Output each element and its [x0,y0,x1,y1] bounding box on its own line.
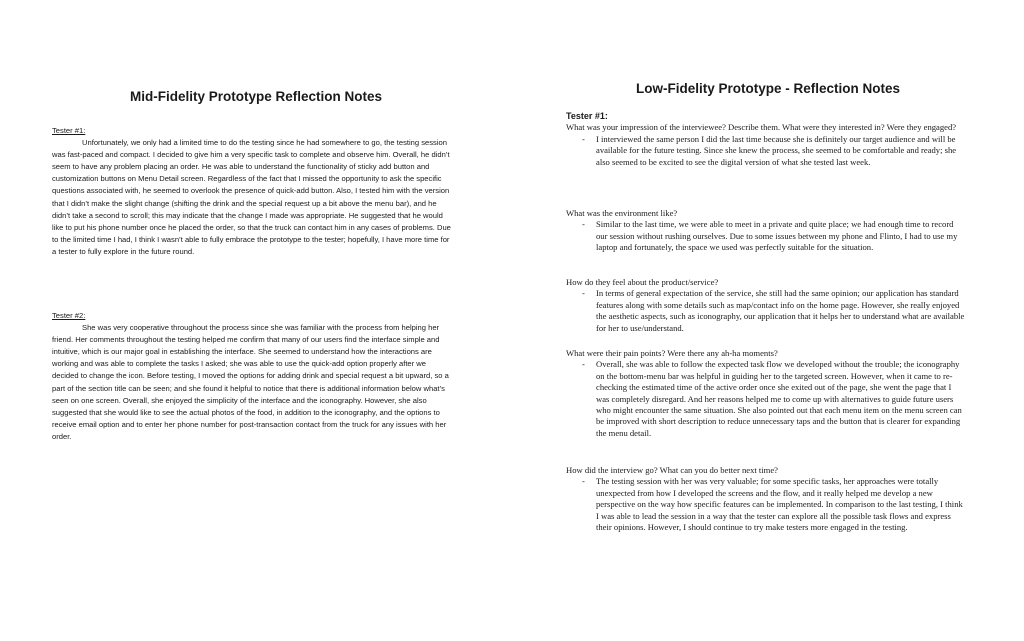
tester-notes: Unfortunately, we only had a limited time to do the testing since he had somewhere to go, the testing session was fast-paced and compact. I decided to give him a very specific task to complete and observe him. Overall, he didn’t seem to have any problem placing an order. He was able to understand the functionality of sticky add button and customization buttons on Menu Detail screen. Regardless of the fact that I missed the opportunity to ask the specific questions associated with, he seemed to overlook the presence of quick-add button. Also, I tested him with the version that I didn’t make the slight change (shifting the drink and the special request up a bit above the menu bar), and he didn’t take a second to scroll; this may indicate that the change I made was appropriate. He suggested that he would like to put his phone number once he placed the order, so that the truck can contact him in any cases of problems. Due to the limited time I had, I think I wasn’t able to fully embrace the prototype to the tester; hopefully, I have more time for a tester to fully explore in the future round. [52,138,451,256]
tester-label: Tester #1: [52,126,86,135]
bullet: - [582,288,585,299]
low-fidelity-page [512,0,1024,641]
page-title: Low-Fidelity Prototype - Reflection Notes [635,81,900,96]
qa-pain-points [566,348,966,439]
bullet: - [582,476,585,487]
bullet: - [582,219,585,230]
page-title: Mid-Fidelity Prototype Reflection Notes [129,89,383,104]
answer [582,219,966,253]
answer-text: The testing session with her was very valuable; for some specific tasks, her approaches were totally unexpected from how I developed the screens and the flow, and it really helped me develop a new perspective on the way how specific features can be implemented. In comparison to the last testing, I think I was able to lead the session in a way that the tester can explore all the possible task flows and express their opinions. However, I should continue to try make testers more engaged in the testing. [596,476,963,533]
question: What was the environment like? [566,208,678,218]
tester-label: Tester #1: [566,111,608,121]
tester-label: Tester #2: [52,311,86,320]
question: How did the interview go? What can you do better next time? [566,465,778,475]
tester-notes: She was very cooperative throughout the process since she was familiar with the process from helping her friend. Her comments throughout the testing helped me confirm that many of our users find the interface simple and intuitive, which is our major goal in establishing the interface. She seemed to understand how the interactions are working and was able to complete the tasks I asked; she was able to use the quick-add option properly after we decided to change the icon. Before testing, I moved the options for adding drink and special request a bit upward, so a part of the section title can be seen; and she found it helpful to notice that there is additional information below what’s seen on one screen. Overall, she enjoyed the simplicity of the interface and the iconography. However, she also suggested that she would like to see the actual photos of the food, in addition to the iconography, and the options to receive email option and to enter her phone number for post-transaction contact from the truck for any issues with her order. [52,323,449,441]
bullet: - [582,133,585,144]
qa-next-time [566,465,966,533]
qa-feelings [566,277,966,334]
answer-text: Overall, she was able to follow the expected task flow we developed without the trouble; the iconography on the bottom-menu bar was helpful in guiding her to the targeted screen. However, when it came to re-checking the estimated time of the active order once she exited out of the page, she went the page that I was completely disregard. And her reasons helped me to come up with alternatives to guide future users who might encounter the same situation. She also pointed out that each menu item on the menu screen can be improved with short description to reduce unnecessary taps and the button that is clearer for expanding the menu detail. [596,359,962,438]
tester-1-section [566,111,966,168]
answer [582,133,966,168]
answer-text: In terms of general expectation of the service, she still had the same opinion; our application has standard features along with some details such as map/contact info on the home page. However, she really enjoyed the aesthetic aspects, such as iconography, our application that it helps her to understand what are available for her to use/understand. [596,288,965,333]
question: What was your impression of the interviewee? Describe them. What were they interested in? Were they engaged? [566,122,957,133]
answer [582,288,966,334]
question: How do they feel about the product/service? [566,277,719,287]
answer [582,359,966,439]
answer [582,476,966,533]
question: What were their pain points? Were there any ah-ha moments? [566,348,778,358]
answer-text: I interviewed the same person I did the last time because she is definitely our target audience and will be available for the future testing. Since she knew the process, she seemed to be comfortable and ready; she also seemed to be excited to see the digital version of what she tested last week. [596,133,957,167]
tester-2-section [52,310,452,443]
qa-environment [566,208,966,254]
bullet: - [582,359,585,370]
answer-text: Similar to the last time, we were able to meet in a private and quite place; we had enough time to record our session without rushing ourselves. Due to some issues between my phone and Flinto, I had to use my laptop and fortunately, the space we used was perfectly suitable for the situation. [596,219,958,253]
tester-1-section [52,125,452,258]
